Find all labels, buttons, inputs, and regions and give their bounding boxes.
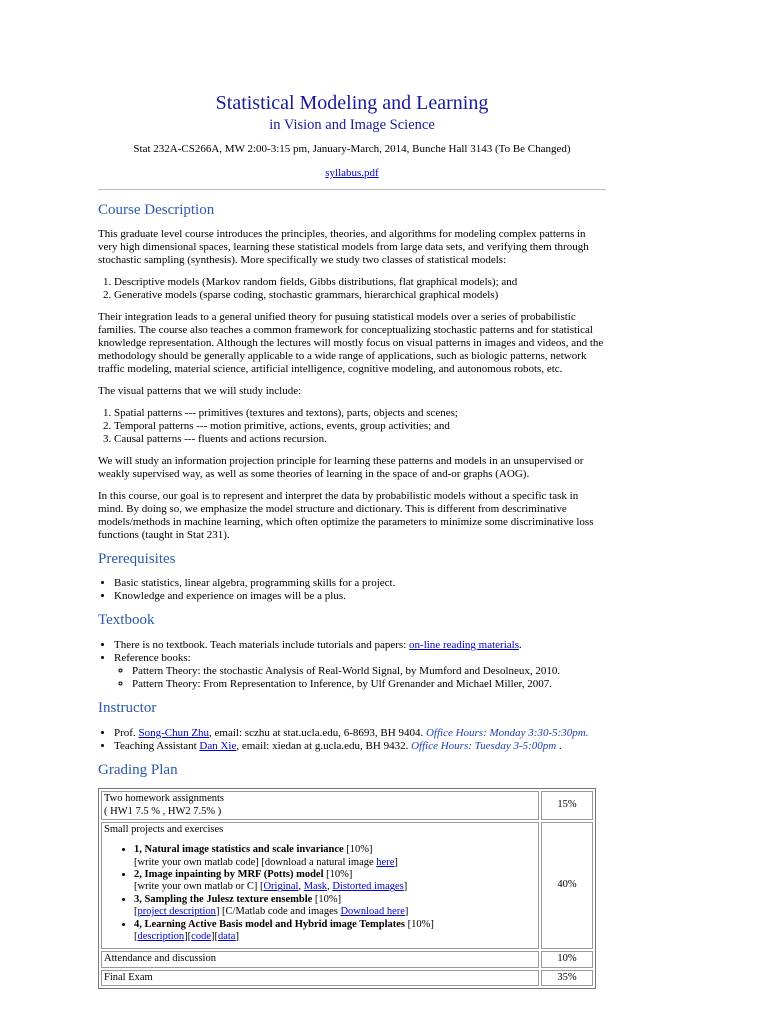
models-list xyxy=(98,276,606,302)
list-item: • 2, Image inpainting by MRF (Potts) model [10%] [write your own matlab or C] [Original, Mask, Distorted images] xyxy=(134,869,536,894)
list-item: • Knowledge and experience on images will be a plus. xyxy=(114,590,606,603)
download-link[interactable]: Download here xyxy=(340,906,405,918)
professor-link[interactable]: Song-Chun Zhu xyxy=(138,726,210,739)
syllabus-row xyxy=(98,167,606,180)
course-description-p3: The visual patterns that we will study include: xyxy=(98,385,302,398)
list-item: • 4, Learning Active Basis model and Hybrid image Templates [10%] [description][code][data] xyxy=(134,919,536,944)
syllabus-link[interactable]: syllabus.pdf xyxy=(325,166,379,179)
code-link[interactable]: code xyxy=(191,930,211,942)
list-item: ◦ Pattern Theory: the stochastic Analysis of Real-World Signal, by Mumford and Desolneux, 2010. xyxy=(132,665,606,678)
page-title: Statistical Modeling and Learning xyxy=(215,92,489,114)
table-row xyxy=(101,822,593,949)
textbook-heading: Textbook xyxy=(98,612,155,629)
prof-office-hours: Office Hours: Monday 3:30-5:30pm. xyxy=(425,726,589,739)
prerequisites-heading: Prerequisites xyxy=(98,550,176,567)
list-item: • Basic statistics, linear algebra, programming skills for a project. xyxy=(114,577,606,590)
mask-link[interactable]: Mask xyxy=(303,881,328,893)
distorted-images-link[interactable]: Distorted images xyxy=(332,881,404,893)
document-page xyxy=(98,88,606,989)
table-cell-percent: 40% xyxy=(541,822,593,949)
original-link[interactable]: Original xyxy=(263,881,299,893)
list-item: • There is no textbook. Teach materials include tutorials and papers: on-line reading materials. xyxy=(114,639,606,652)
description-link[interactable]: description xyxy=(137,930,185,942)
course-description-p1: This graduate level course introduces the principles, theories, and algorithms for modeling complex patterns in very high dimensional spaces, learning these statistical models from large data sets, and verifying them through stochastic sampling (synthesis). More specifically we study two classes of statistical models: xyxy=(98,228,589,267)
table-cell-percent: 10% xyxy=(541,951,593,967)
table-cell-percent: 35% xyxy=(541,970,593,986)
table-cell-percent: 15% xyxy=(541,791,593,820)
list-item: ◦ Pattern Theory: From Representation to Inference, by Ulf Grenander and Michael Miller, 2007. xyxy=(132,678,606,691)
list-item: • Reference books: ◦ Pattern Theory: the stochastic Analysis of Real-World Signal, by Mumford and Desolneux, 2010. ◦ Pattern Theory: From Representation to Inference, by Ulf Grenander and Michael Miller, 2007. xyxy=(114,652,606,691)
table-cell: Small projects and exercises • 1, Natural image statistics and scale invariance [10%] [write your own matlab code] [download a natural image here] • 2, Image inpainting by MRF (Potts) model [10%] [write your own matlab or C] [Original, Mask, Distorted images] • 3, Sampling the Julesz texture ensemble [10%] [project description] [C/Matlab code and images Download here] • 4, Learning Active Basis model and Hybrid image Templates [10%] [description][code][data] xyxy=(101,822,539,949)
course-description-heading: Course Description xyxy=(98,201,215,218)
data-link[interactable]: data xyxy=(217,930,236,942)
list-item: 3. Causal patterns --- fluents and actions recursion. xyxy=(114,433,606,446)
course-description-p2: Their integration leads to a general unified theory for pusuing statistical models over a series of probabilistic families. The course also teaches a common framework for conceptualizing stochastic patterns and for statistical knowledge representation. Although the lectures will mostly focus on visual patterns in images and videos, and the methodology should be generally applicable to a wide range of applications, such as biologic patterns, network traffic modeling, material science, artificial intelligence, cognitive modeling, and autonomous robots, etc. xyxy=(98,311,604,376)
textbook-list xyxy=(98,639,606,691)
ta-office-hours: Office Hours: Tuesday 3-5:00pm xyxy=(411,739,557,752)
prerequisites-list xyxy=(98,577,606,603)
page-subtitle: in Vision and Image Science xyxy=(269,116,435,133)
list-item: • 3, Sampling the Julesz texture ensemble [10%] [project description] [C/Matlab code and images Download here] xyxy=(134,894,536,919)
list-item: 2. Generative models (sparse coding, stochastic grammars, hierarchical graphical models) xyxy=(114,289,606,302)
reference-books-list xyxy=(114,665,606,691)
table-cell: Attendance and discussion xyxy=(101,951,539,967)
instructor-heading: Instructor xyxy=(98,699,157,716)
grading-heading: Grading Plan xyxy=(98,761,178,778)
course-description-p5: In this course, our goal is to represent and interpret the data by probabilistic models without a specific task in mind. By doing so, we emphasize the model structure and dictionary. This is different from descriminative models/methods in machine learning, which often optimize the parameters to minimize some discriminative loss functions (taught in Stat 231). xyxy=(98,489,594,541)
grading-table xyxy=(98,788,596,989)
ta-link[interactable]: Dan Xie xyxy=(199,739,237,752)
list-item: 1. Spatial patterns --- primitives (textures and textons), parts, objects and scenes; xyxy=(114,407,606,420)
reading-materials-link[interactable]: on-line reading materials xyxy=(409,639,519,652)
list-item: 1. Descriptive models (Markov random fields, Gibbs distributions, flat graphical models); and xyxy=(114,276,606,289)
list-item: • Prof. Song-Chun Zhu, email: sczhu at stat.ucla.edu, 6-8693, BH 9404. Office Hours: Monday 3:30-5:30pm. xyxy=(114,727,606,740)
table-cell: Two homework assignments ( HW1 7.5 % , HW2 7.5% ) xyxy=(101,791,539,820)
instructor-list xyxy=(98,727,606,753)
patterns-list xyxy=(98,407,606,446)
table-row xyxy=(101,951,593,967)
list-item: 2. Temporal patterns --- motion primitive, actions, events, group activities; and xyxy=(114,420,606,433)
course-meta: Stat 232A-CS266A, MW 2:00-3:15 pm, January-March, 2014, Bunche Hall 3143 (To Be Changed) xyxy=(133,142,571,155)
table-row xyxy=(101,791,593,820)
project-description-link[interactable]: project description xyxy=(137,906,216,918)
table-row xyxy=(101,970,593,986)
list-item: • Teaching Assistant Dan Xie, email: xiedan at g.ucla.edu, BH 9432. Office Hours: Tuesday 3-5:00pm . xyxy=(114,740,606,753)
course-description-p4: We will study an information projection principle for learning these patterns and models in an unsupervised or weakly supervised way, as well as some theories of learning in the space of and-or graphs (AOG). xyxy=(98,454,584,480)
natural-image-link[interactable]: here xyxy=(376,856,395,868)
projects-list xyxy=(104,844,536,943)
table-cell: Final Exam xyxy=(101,970,539,986)
divider xyxy=(98,189,606,190)
list-item: • 1, Natural image statistics and scale invariance [10%] [write your own matlab code] [download a natural image here] xyxy=(134,844,536,869)
